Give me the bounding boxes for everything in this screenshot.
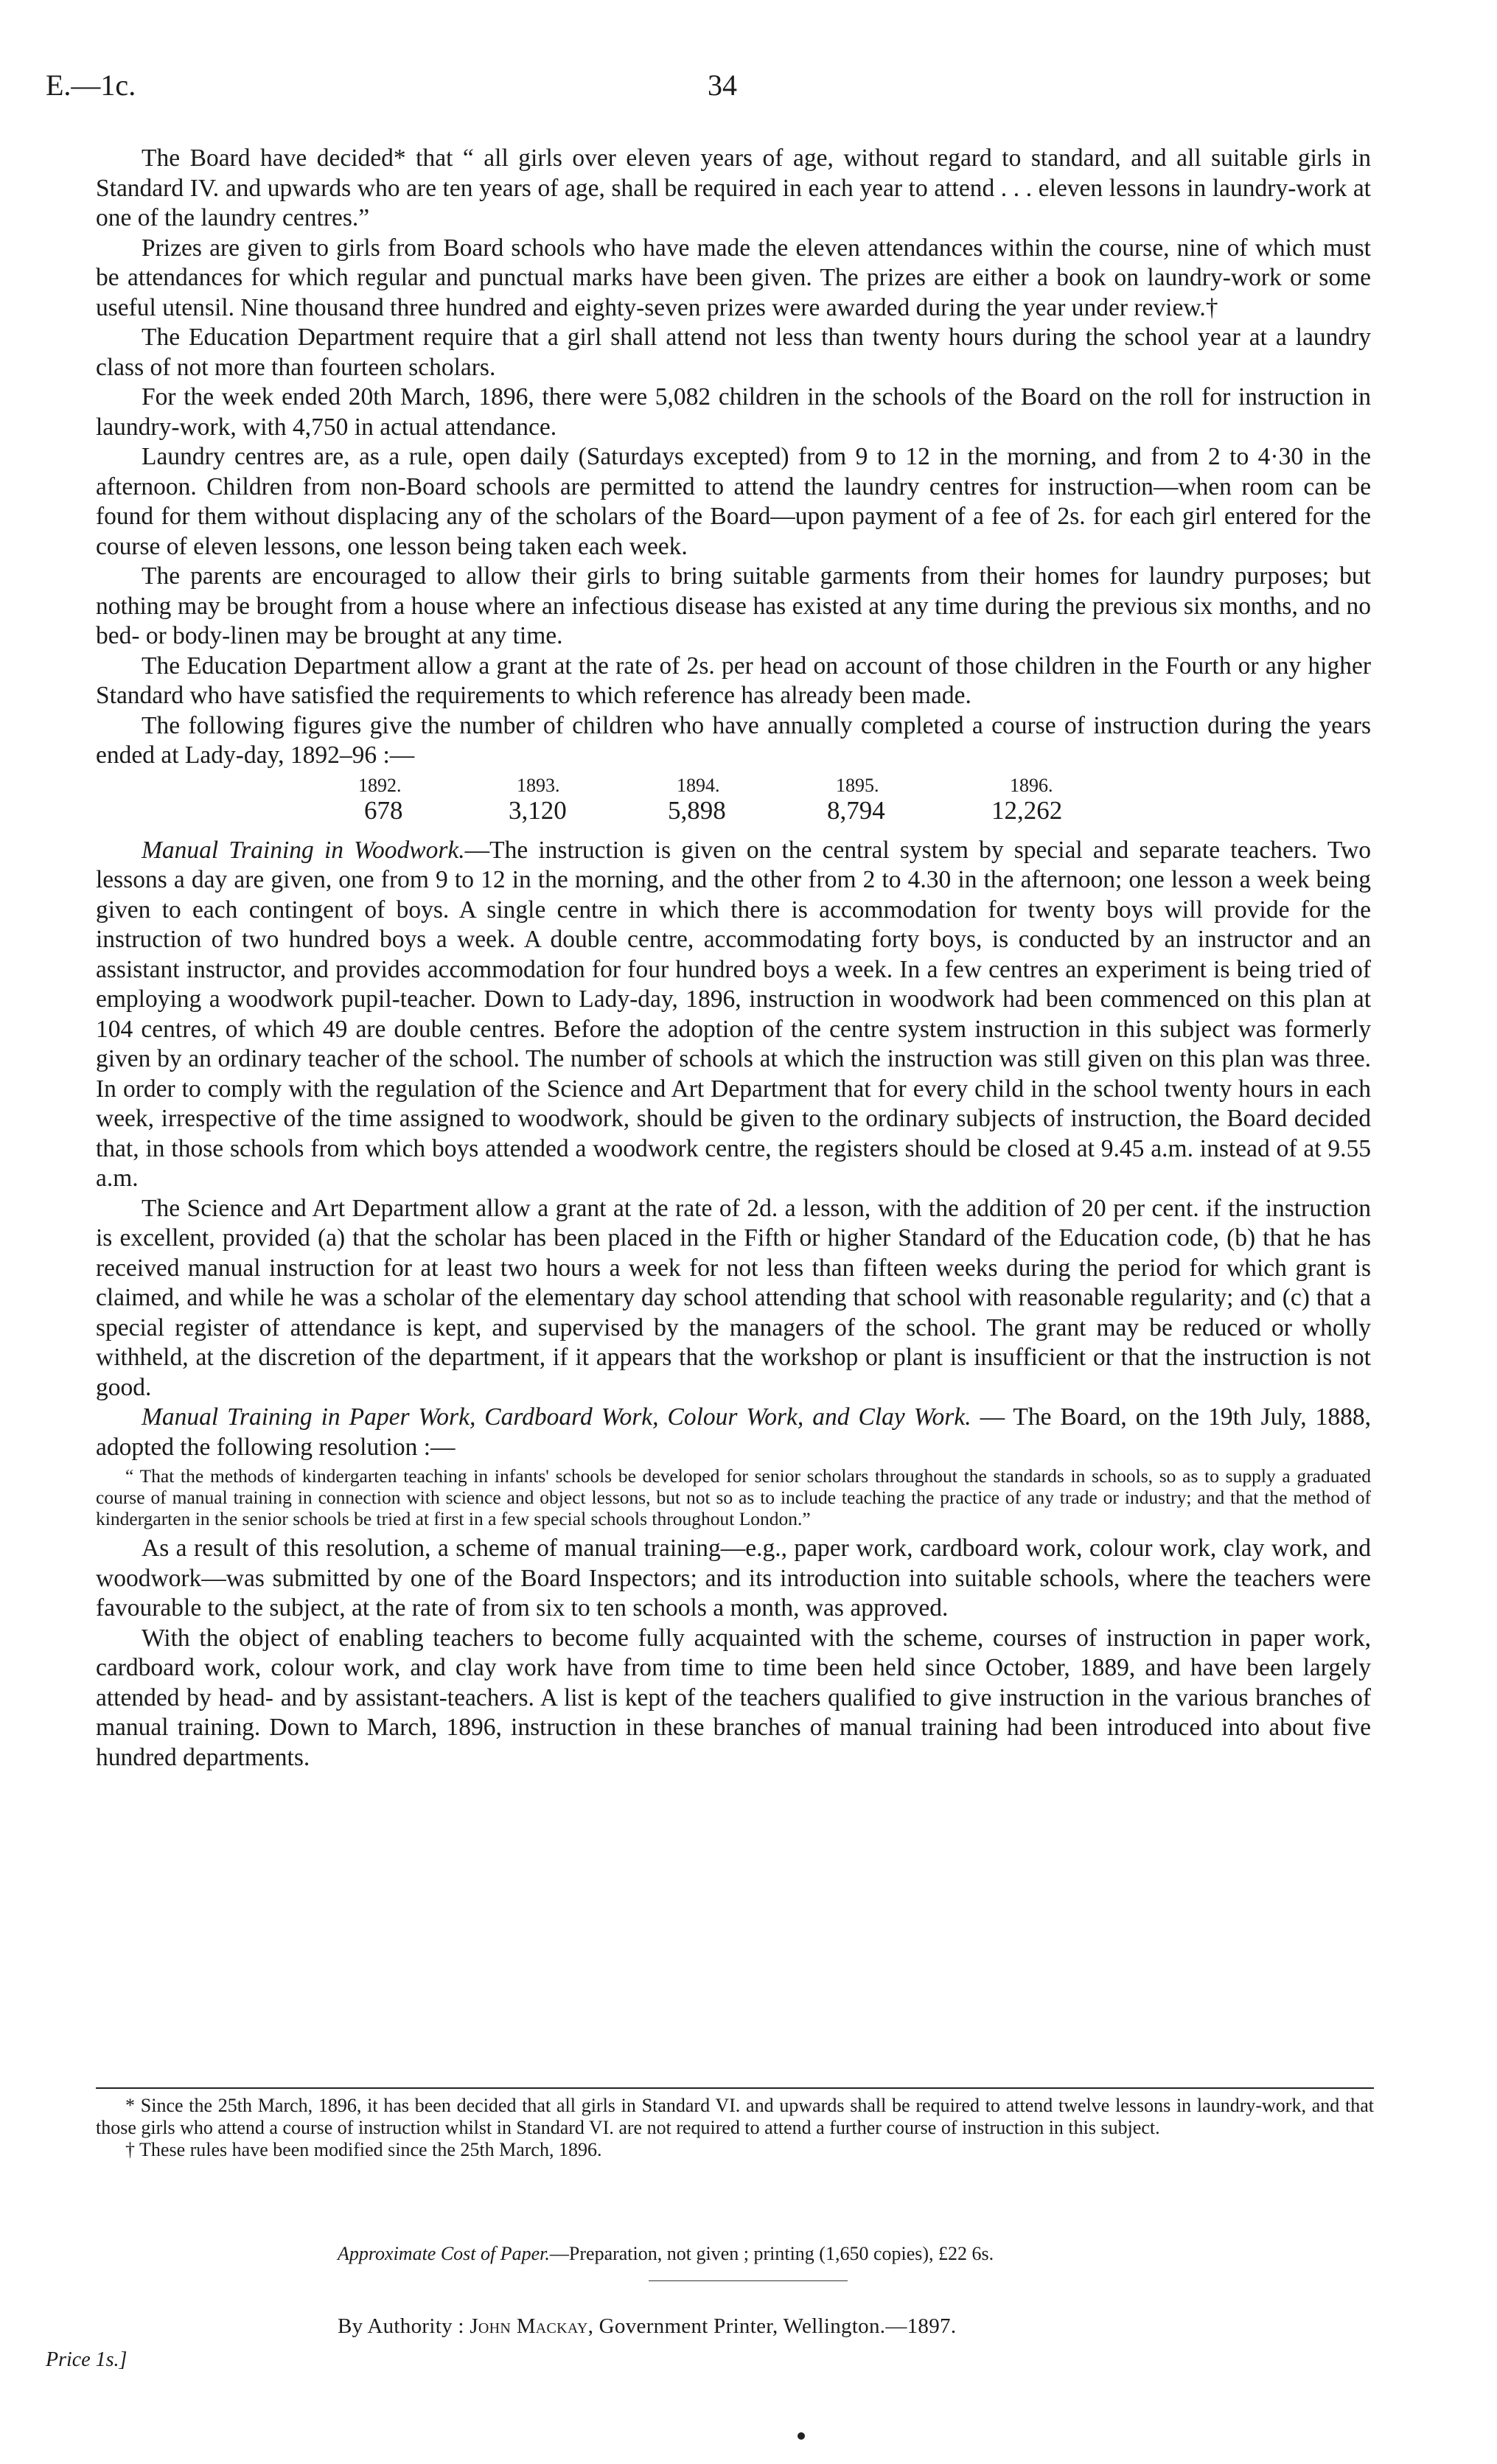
cost-text: —Preparation, not given ; printing (1,650 copies), £22 6s. [549,2243,994,2264]
cost-label: Approximate Cost of Paper. [338,2243,550,2264]
year-value: 3,120 [509,795,567,825]
section-heading: Manual Training in Paper Work, Cardboard Work, Colour Work, and Clay Work. [142,1403,971,1431]
ink-mark [798,2432,805,2440]
printer-name: John Mackay [470,2314,588,2338]
price: Price 1s.] [46,2348,128,2371]
paragraph: The following figures give the number of children who have annually completed a course of instruction during the years ended at Lady-day, 1892–96 :— [96,711,1371,769]
year-value: 8,794 [827,795,885,825]
imprint-prefix: By Authority : [338,2314,464,2338]
resolution-quote: “ That the methods of kindergarten teaching in infants' schools be developed for senior scholars throughout the standards in schools, so as to supply a graduated course of manual training in connection with science and object lessons, but not so as to include teaching the practice of any trade or industry; and that the method of kindergarten in the senior schools be tried at first in a few special schools throughout London.” [96,1465,1371,1529]
footnote: † These rules have been modified since the 25th March, 1896. [125,2139,602,2160]
year-label: 1892. [358,774,402,796]
page-number: 34 [708,69,737,102]
paragraph-text: — The Board, on the 19th July, 1888, adopted the following resolution :— [96,1403,1371,1461]
cost-of-paper [338,2243,994,2265]
body-text [96,144,1371,1773]
imprint-suffix: , Government Printer, Wellington.—1897. [587,2314,957,2338]
paragraph: The parents are encouraged to allow their girls to bring suitable garments from their homes for laundry purposes; but nothing may be brought from a house where an infectious disease has existed at any time during the previous six months, and no bed- or body-linen may be brought at any time. [96,562,1371,649]
year-label: 1894. [677,774,720,796]
year-label: 1895. [836,774,879,796]
year-label: 1893. [517,774,560,796]
footnotes [96,2095,1374,2161]
paragraph: The Science and Art Department allow a grant at the rate of 2d. a lesson, with the addition of 20 per cent. if the instruction is excellent, provided (a) that the scholar has been placed in the Fifth or higher Standard of the Education code, (b) that he has received manual instruction for at least two hours a week for not less than fifteen weeks during the period for which grant is claimed, and while he was a scholar of the elementary day school attending that school with reasonable regularity; and (c) that a special register of attendance is kept, and supervised by the managers of the school. The grant may be reduced or wholly withheld, at the discretion of the department, if it appears that the workshop or plant is insufficient or that the instruction is not good. [96,1194,1371,1401]
footnote-divider [96,2087,1374,2089]
imprint-divider [649,2280,848,2281]
paragraph-text: —The instruction is given on the central system by special and separate teachers. Two lessons a day are given, one from 9 to 12 in the morning, and the other from 2 to 4.30 in the afternoon; one lesson a week being given to each contingent of boys. A single centre in which there is accommodation for twenty boys will provide for the instruction of two hundred boys a week. A double centre, accommodating forty boys, is conducted by an instructor and an assistant instructor, and provides accommodation for four hundred boys a week. In a few centres an experiment is being tried of employing a woodwork pupil-teacher. Down to Lady-day, 1896, instruction in woodwork had been commenced on this plan at 104 centres, of which 49 are double centres. Before the adoption of the centre system instruction in this subject was formerly given by an ordinary teacher of the school. The number of schools at which the instruction was still given on this plan was three. In order to comply with the regulation of the Science and Art Department that for every child in the school twenty hours in each week, irrespective of the time assigned to woodwork, should be given to the ordinary subjects of instruction, the Board decided that, in those schools from which boys attended a woodwork centre, the registers should be closed at 9.45 a.m. instead of at 9.55 a.m. [96,836,1371,1192]
paragraph: With the object of enabling teachers to become fully acquainted with the scheme, courses of instruction in paper work, cardboard work, colour work, and clay work have from time to time been held since October, 1889, and have been largely attended by head- and by assistant-teachers. A list is kept of the teachers qualified to give instruction in the various branches of manual training. Down to March, 1896, instruction in these branches of manual training had been introduced into about five hundred departments. [96,1624,1371,1771]
completions-table [96,771,1371,834]
paragraph: Prizes are given to girls from Board schools who have made the eleven attendances within the course, nine of which must be attendances for which regular and punctual marks have been given. The prizes are either a book on laundry-work or some useful utensil. Nine thousand three hundred and eighty-seven prizes were awarded during the year under review.† [96,234,1371,321]
year-value: 678 [364,795,403,825]
document-code: E.—1c. [46,69,136,102]
year-value: 5,898 [668,795,726,825]
paper-work-paragraph [96,1403,1371,1462]
paragraph: The Education Department require that a girl shall attend not less than twenty hours during the school year at a laundry class of not more than fourteen scholars. [96,324,1371,381]
paragraph: As a result of this resolution, a scheme of manual training—e.g., paper work, cardboard work, colour work, clay work, and woodwork—was submitted by one of the Board Inspectors; and its introduction into suitable schools, where the teachers were favourable to the subject, at the rate of from six to ten schools a month, was approved. [96,1535,1371,1622]
section-heading: Manual Training in Woodwork. [142,836,465,864]
paragraph: The Board have decided* that “ all girls over eleven years of age, without regard to standard, and all suitable girls in Standard IV. and upwards who are ten years of age, shall be required in each year to attend . . . eleven lessons in laundry-work at one of the laundry centres.” [96,144,1371,231]
year-value: 12,262 [991,795,1063,825]
paragraph: The Education Department allow a grant at the rate of 2s. per head on account of those children in the Fourth or any higher Standard who have satisfied the requirements to which reference has already been made. [96,652,1371,709]
paragraph: For the week ended 20th March, 1896, there were 5,082 children in the schools of the Board on the roll for instruction in laundry-work, with 4,750 in actual attendance. [96,383,1371,441]
woodwork-paragraph [96,836,1371,1194]
printer-imprint [338,2314,956,2339]
footnote: * Since the 25th March, 1896, it has been decided that all girls in Standard VI. and upwards shall be required to attend twelve lessons in laundry-work, and that those girls who attend a course of instruction whilst in Standard VI. are not required to attend a further course of instruction in this subject. [96,2095,1374,2138]
year-label: 1896. [1010,774,1053,796]
paragraph: Laundry centres are, as a rule, open daily (Saturdays excepted) from 9 to 12 in the morning, and from 2 to 4·30 in the afternoon. Children from non-Board schools are permitted to attend the laundry centres for instruction—when room can be found for them without displacing any of the scholars of the Board—upon payment of a fee of 2s. for each girl entered for the course of eleven lessons, one lesson being taken each week. [96,443,1371,560]
